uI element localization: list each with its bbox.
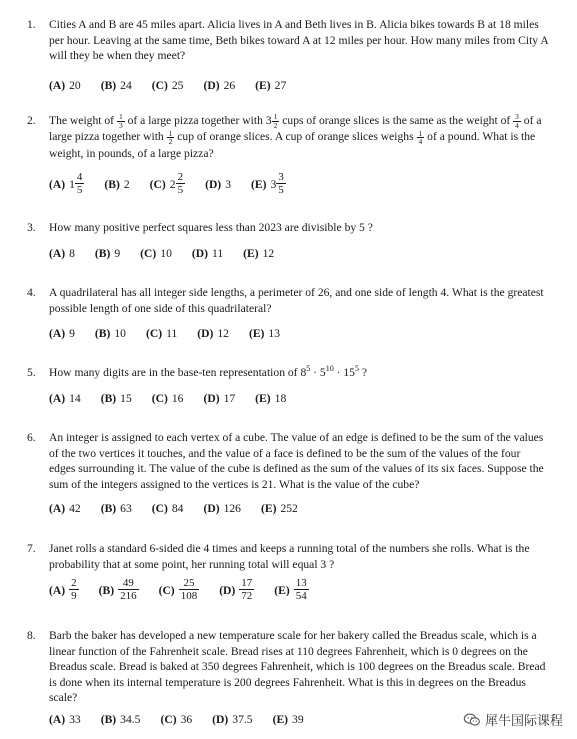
answer-choices-2 — [49, 172, 306, 196]
choice-c[interactable]: (C) 84 — [151, 502, 184, 515]
choice-a[interactable]: (A) 8 — [49, 247, 75, 260]
problem-2 — [27, 113, 549, 161]
choice-b[interactable]: (B) 9 — [94, 247, 121, 260]
choice-d[interactable]: (D) 37.5 — [212, 713, 253, 726]
problem-7 — [27, 541, 549, 572]
problem-text: How many digits are in the base-ten representation of $8^5 \cdot 5^{10} \cdot 15^5$ ? — [49, 364, 368, 379]
problem-6 — [27, 430, 549, 492]
choice-d[interactable]: (D) 17 — [203, 392, 236, 405]
choice-b[interactable]: (B) 34.5 — [100, 713, 141, 726]
answer-choices-5 — [49, 392, 306, 405]
problem-4 — [27, 285, 549, 316]
choice-b[interactable]: (B) 10 — [94, 327, 126, 340]
choice-d[interactable]: (D) 12 — [197, 327, 229, 340]
problem-text: The weight of $\frac{1}{3}$ of a large pizza together with 3 $\frac{1}{2}$ cups of orange slices is the same as the weight of $\frac{3}{4}$ of a large pizza together with $\frac{1}{2}$ cup of orange slices. A cup of orange slices weighs $\frac{1}{4}$ of a pound. What is the weight, in pounds, of a large pizza? — [49, 112, 542, 160]
choice-e[interactable]: (E) 12 — [243, 247, 275, 260]
problem-5 — [27, 365, 549, 381]
problem-number: 7. — [27, 542, 36, 555]
choice-c[interactable]: (C) 16 — [151, 392, 184, 405]
choice-d[interactable]: (D) 126 — [203, 502, 241, 515]
choice-d[interactable]: (D) 11 — [191, 247, 224, 260]
choice-e[interactable]: (E) 13 — [248, 327, 281, 340]
choice-c[interactable]: (C) 11 — [145, 327, 178, 340]
choice-a[interactable]: (A) 20 — [49, 79, 81, 92]
problem-1 — [27, 17, 549, 64]
problem-number: 6. — [27, 431, 36, 444]
choice-d[interactable]: (D) $\frac{17}{72}$ — [219, 577, 253, 602]
choice-b[interactable]: (B) 2 — [104, 177, 130, 191]
problem-number: 2. — [27, 114, 36, 127]
watermark — [463, 710, 563, 729]
choice-e[interactable]: (E) $\frac{13}{54}$ — [274, 577, 307, 602]
choice-c[interactable]: (C) 36 — [160, 713, 193, 726]
problem-number: 3. — [27, 221, 36, 234]
choice-e[interactable]: (E) 3 $\frac{3}{5}$ — [250, 171, 284, 196]
choice-a[interactable]: (A) 14 — [49, 392, 81, 405]
choice-a[interactable]: (A) 1 $\frac{4}{5}$ — [49, 171, 83, 196]
answer-choices-1 — [49, 79, 306, 92]
answer-choices-6 — [49, 502, 318, 515]
problem-8 — [27, 628, 549, 706]
watermark-text: 犀牛国际课程 — [484, 714, 563, 729]
answer-choices-3 — [49, 247, 294, 260]
choice-d[interactable]: (D) 26 — [203, 79, 236, 92]
choice-a[interactable]: (A) 9 — [49, 327, 75, 340]
answer-choices-8 — [49, 713, 324, 726]
problem-text: Cities A and B are 45 miles apart. Alicia lives in A and Beth lives in B. Alicia bikes towards B at 18 miles per hour. Leaving at the same time, Beth bikes toward A at 12 miles per hour. How many miles from City A will they be when they meet? — [49, 18, 549, 63]
choice-e[interactable]: (E) 18 — [255, 392, 287, 405]
problem-number: 1. — [27, 18, 36, 31]
problem-number: 8. — [27, 629, 36, 642]
problem-3 — [27, 220, 549, 236]
choice-e[interactable]: (E) 27 — [255, 79, 287, 92]
choice-c[interactable]: (C) $\frac{25}{108}$ — [158, 577, 198, 602]
choice-b[interactable]: (B) 15 — [100, 392, 132, 405]
problem-text: How many positive perfect squares less than 2023 are divisible by 5 ? — [49, 221, 373, 234]
choice-e[interactable]: (E) 39 — [272, 713, 304, 726]
problem-text: Janet rolls a standard 6-sided die 4 times and keeps a running total of the numbers she rolls. What is the probability that at some point, her running total will equal 3 ? — [49, 542, 530, 571]
choice-b[interactable]: (B) 63 — [100, 502, 132, 515]
choice-a[interactable]: (A) $\frac{2}{9}$ — [49, 577, 77, 602]
problem-text: An integer is assigned to each vertex of a cube. The value of an edge is defined to be the sum of the values of the two vertices it touches, and the value of a face is defined to be the sum of the values of the four edges surrounding it. The value of the cube is defined as the sum of the values of its six faces. Suppose the sum of the integers assigned to the vertices is 21. What is the value of the cube? — [49, 431, 544, 491]
answer-choices-7 — [49, 578, 329, 602]
problem-number: 5. — [27, 366, 36, 379]
choice-c[interactable]: (C) 2 $\frac{2}{5}$ — [149, 171, 184, 196]
choice-a[interactable]: (A) 42 — [49, 502, 81, 515]
choice-d[interactable]: (D) 3 — [205, 177, 231, 191]
choice-b[interactable]: (B) 24 — [100, 79, 132, 92]
choice-a[interactable]: (A) 33 — [49, 713, 81, 726]
problem-text: A quadrilateral has all integer side lengths, a perimeter of 26, and one side of length 4. What is the greatest possible length of one side of this quadrilateral? — [49, 286, 544, 315]
choice-c[interactable]: (C) 10 — [140, 247, 172, 260]
problem-number: 4. — [27, 286, 36, 299]
choice-e[interactable]: (E) 252 — [260, 502, 298, 515]
problem-text: Barb the baker has developed a new temperature scale for her bakery called the Breadus scale, which is a linear function of the Fahrenheit scale. Bread rises at 110 degrees Fahrenheit, which is 0 degrees on the Breadus scale. Bread is baked at 350 degrees Fahrenheit, which is 100 degrees on the Breadus scale. Bread is done when its internal temperature is 200 degrees Fahrenheit. What is this in degrees on the Breadus scale? — [49, 629, 546, 705]
choice-c[interactable]: (C) 25 — [151, 79, 184, 92]
answer-choices-4 — [49, 327, 300, 340]
choice-b[interactable]: (B) $\frac{49}{216}$ — [98, 577, 137, 602]
wechat-icon — [463, 713, 481, 727]
